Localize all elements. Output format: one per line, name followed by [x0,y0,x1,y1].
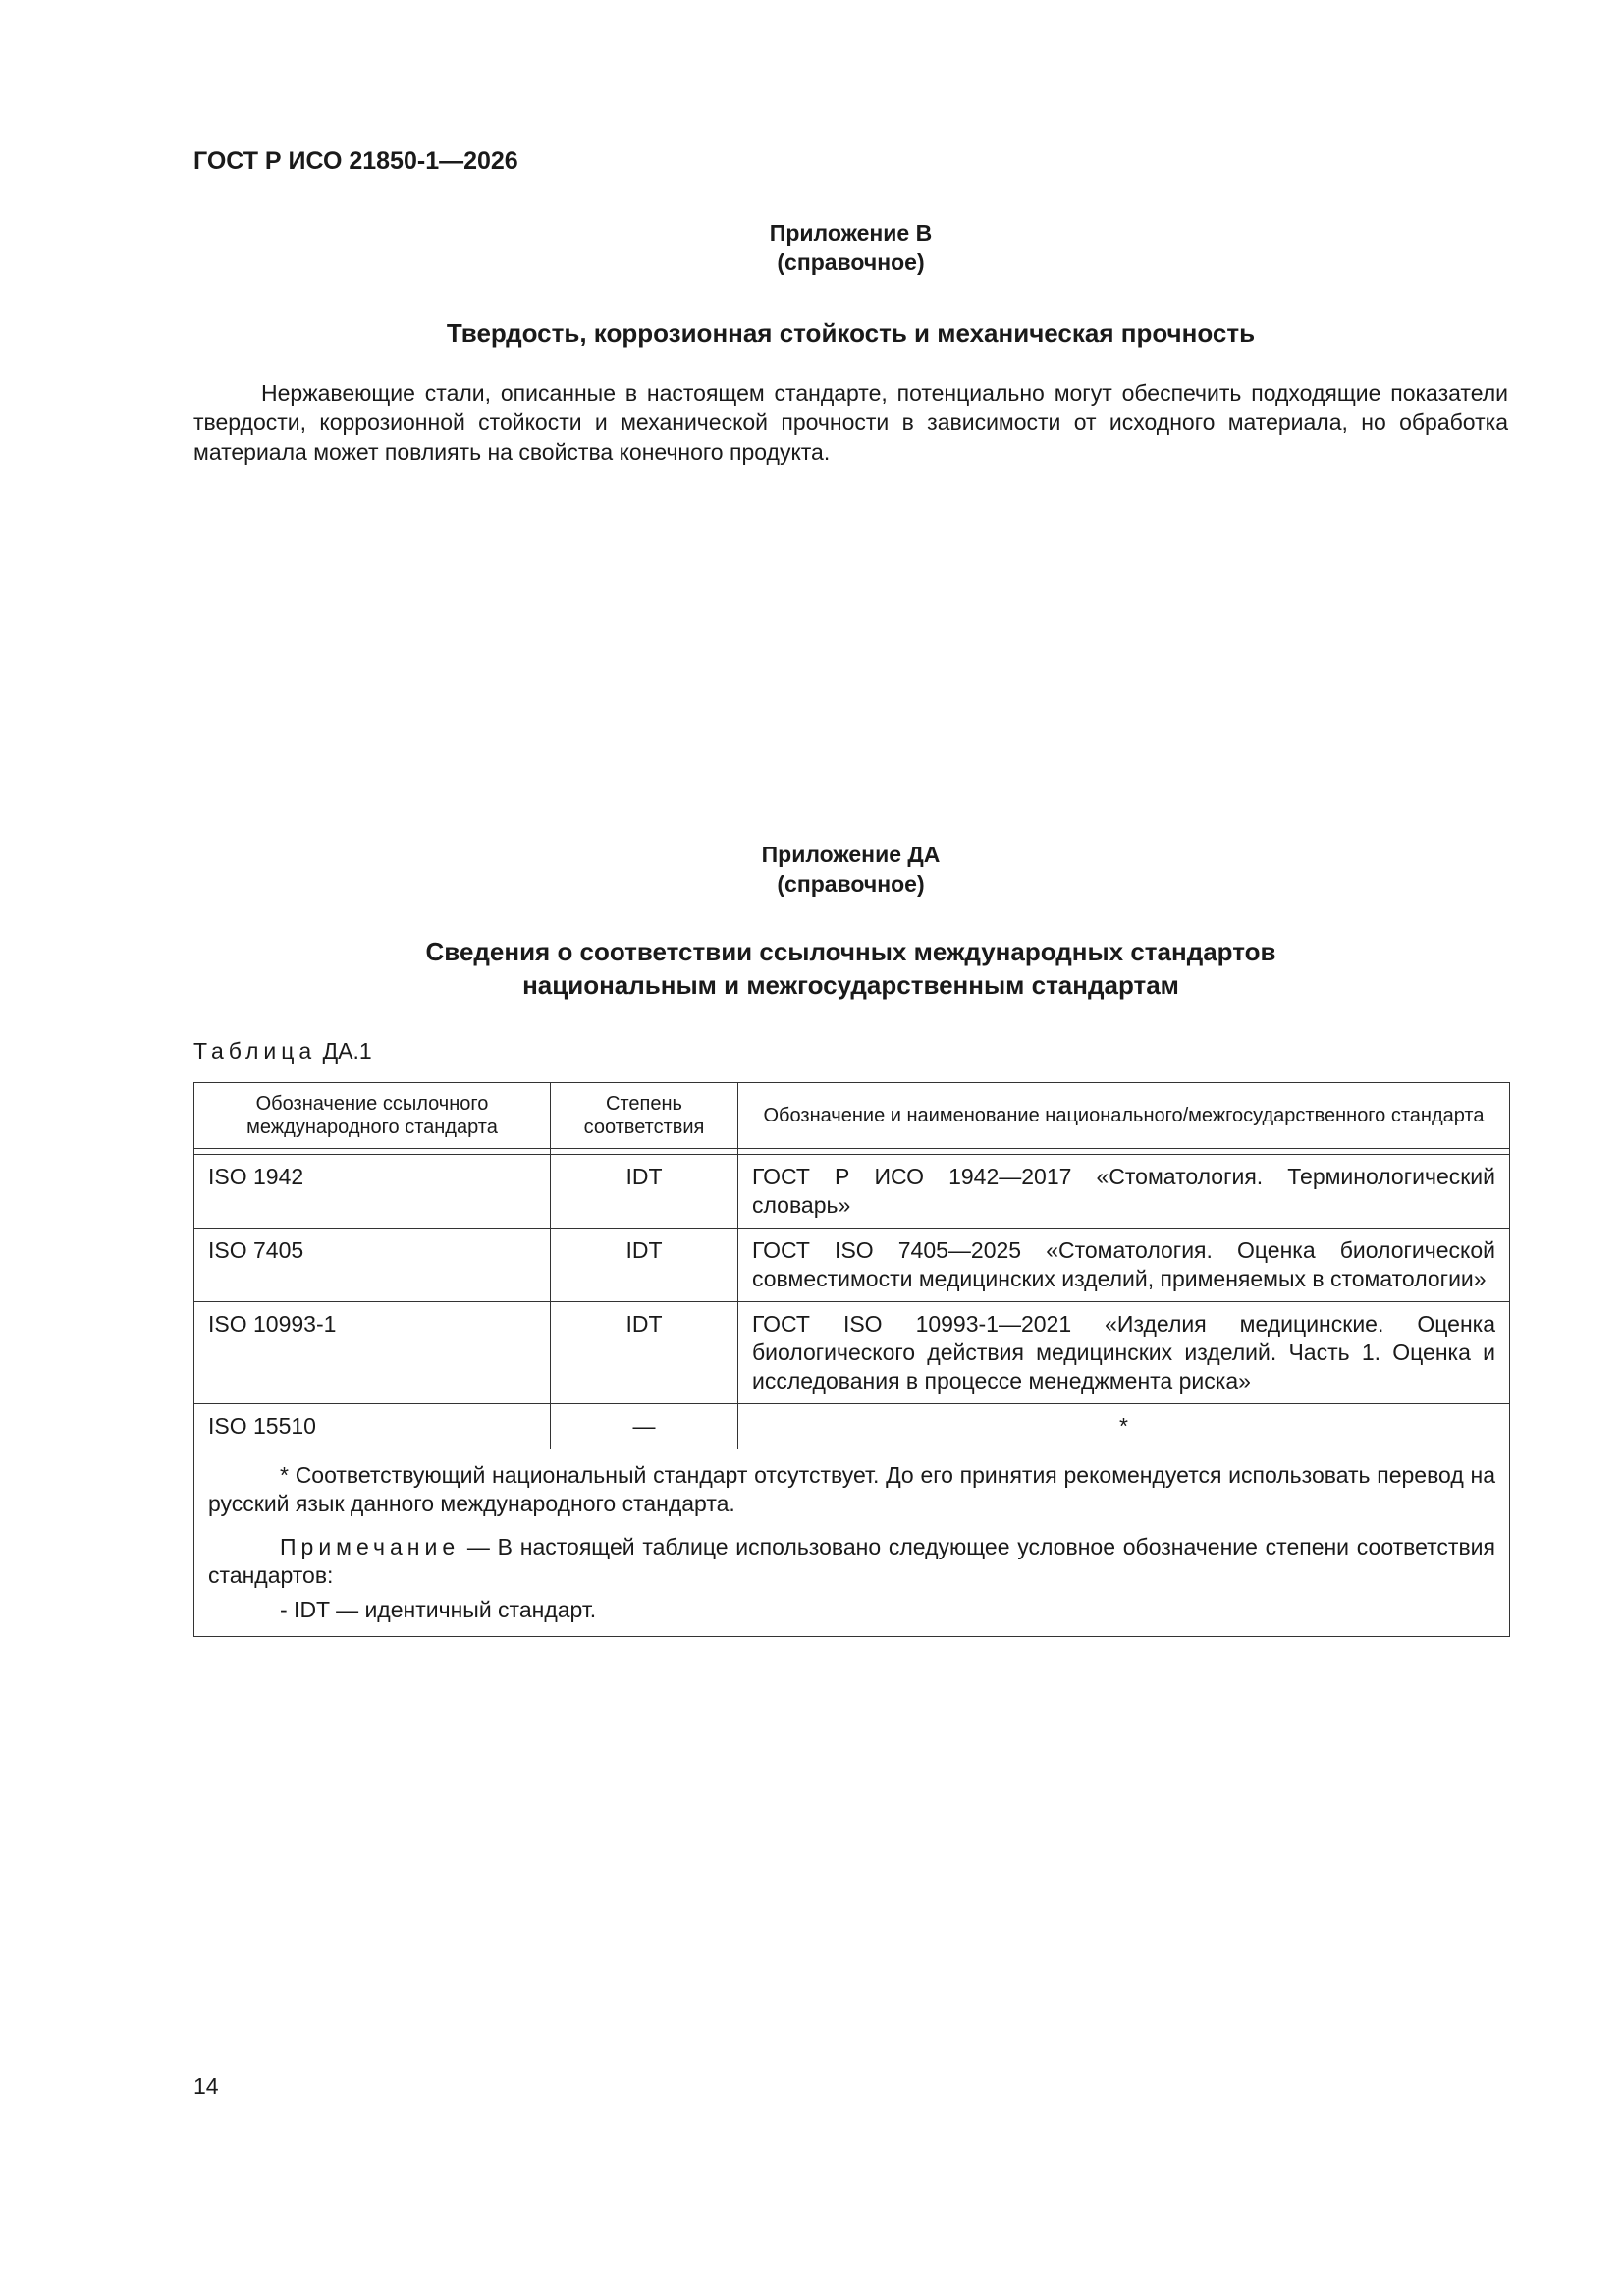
header-degree: Степень соответствия [551,1083,738,1149]
cell-degree: IDT [551,1229,738,1302]
table-header-row [194,1083,1510,1149]
cell-degree: IDT [551,1302,738,1404]
reference-table [193,1082,1510,1637]
cell-ref: ISO 7405 [194,1229,551,1302]
cell-ref: ISO 10993-1 [194,1302,551,1404]
table-row [194,1302,1510,1404]
table-label [193,1038,372,1065]
appendix-b-paragraph [193,378,1508,466]
appendix-b-kind: (справочное) [777,249,925,275]
table-label-number: ДА.1 [322,1038,372,1064]
appendix-da-title-line1: Сведения о соответствии ссылочных международных стандартов [425,937,1276,966]
appendix-b-paragraph-text: Нержавеющие стали, описанные в настоящем стандарте, потенциально могут обеспечить подходящие показатели твердости, коррозионной стойкости и механической прочности в зависимости от исходного материала, но обработка материала может повлиять на свойства конечного продукта. [193,380,1508,465]
note-word: Примечание [280,1534,460,1559]
appendix-da-kind: (справочное) [777,871,925,897]
table-row [194,1155,1510,1229]
table-row [194,1404,1510,1449]
document-code: ГОСТ Р ИСО 21850-1—2026 [193,147,518,175]
appendix-b-label: Приложение В [769,220,933,246]
table-footnote [208,1461,1495,1518]
header-ref-standard: Обозначение ссылочного международного стандарта [194,1083,551,1149]
cell-national: ГОСТ ISO 7405—2025 «Стоматология. Оценка биологической совместимости медицинских изделий, применяемых в стоматологии» [738,1229,1510,1302]
table-footer [194,1449,1510,1637]
cell-degree: — [551,1404,738,1449]
footnote-text: * Соответствующий национальный стандарт отсутствует. До его принятия рекомендуется использовать перевод на русский язык данного международного стандарта. [208,1462,1495,1516]
cell-ref: ISO 15510 [194,1404,551,1449]
appendix-b-title: Твердость, коррозионная стойкость и механическая прочность [446,318,1256,348]
cell-ref: ISO 1942 [194,1155,551,1229]
cell-national: * [738,1404,1510,1449]
cell-degree: IDT [551,1155,738,1229]
table-label-word: Таблица [193,1038,317,1064]
table-row [194,1229,1510,1302]
header-national-standard: Обозначение и наименование национального/межгосударственного стандарта [738,1083,1510,1149]
cell-national: ГОСТ Р ИСО 1942—2017 «Стоматология. Терминологический словарь» [738,1155,1510,1229]
page-number: 14 [193,2073,219,2099]
note-item: - IDT — идентичный стандарт. [280,1597,597,1622]
appendix-da-title-line2: национальным и межгосударственным стандартам [522,970,1179,1000]
table-note [208,1533,1495,1590]
table-footer-row [194,1449,1510,1637]
appendix-da-label: Приложение ДА [761,842,941,867]
note-text: — В настоящей таблице использовано следующее условное обозначение степени соответствия стандартов: [208,1534,1495,1588]
cell-national: ГОСТ ISO 10993-1—2021 «Изделия медицинские. Оценка биологического действия медицинских изделий. Часть 1. Оценка и исследования в процессе менеджмента риска» [738,1302,1510,1404]
